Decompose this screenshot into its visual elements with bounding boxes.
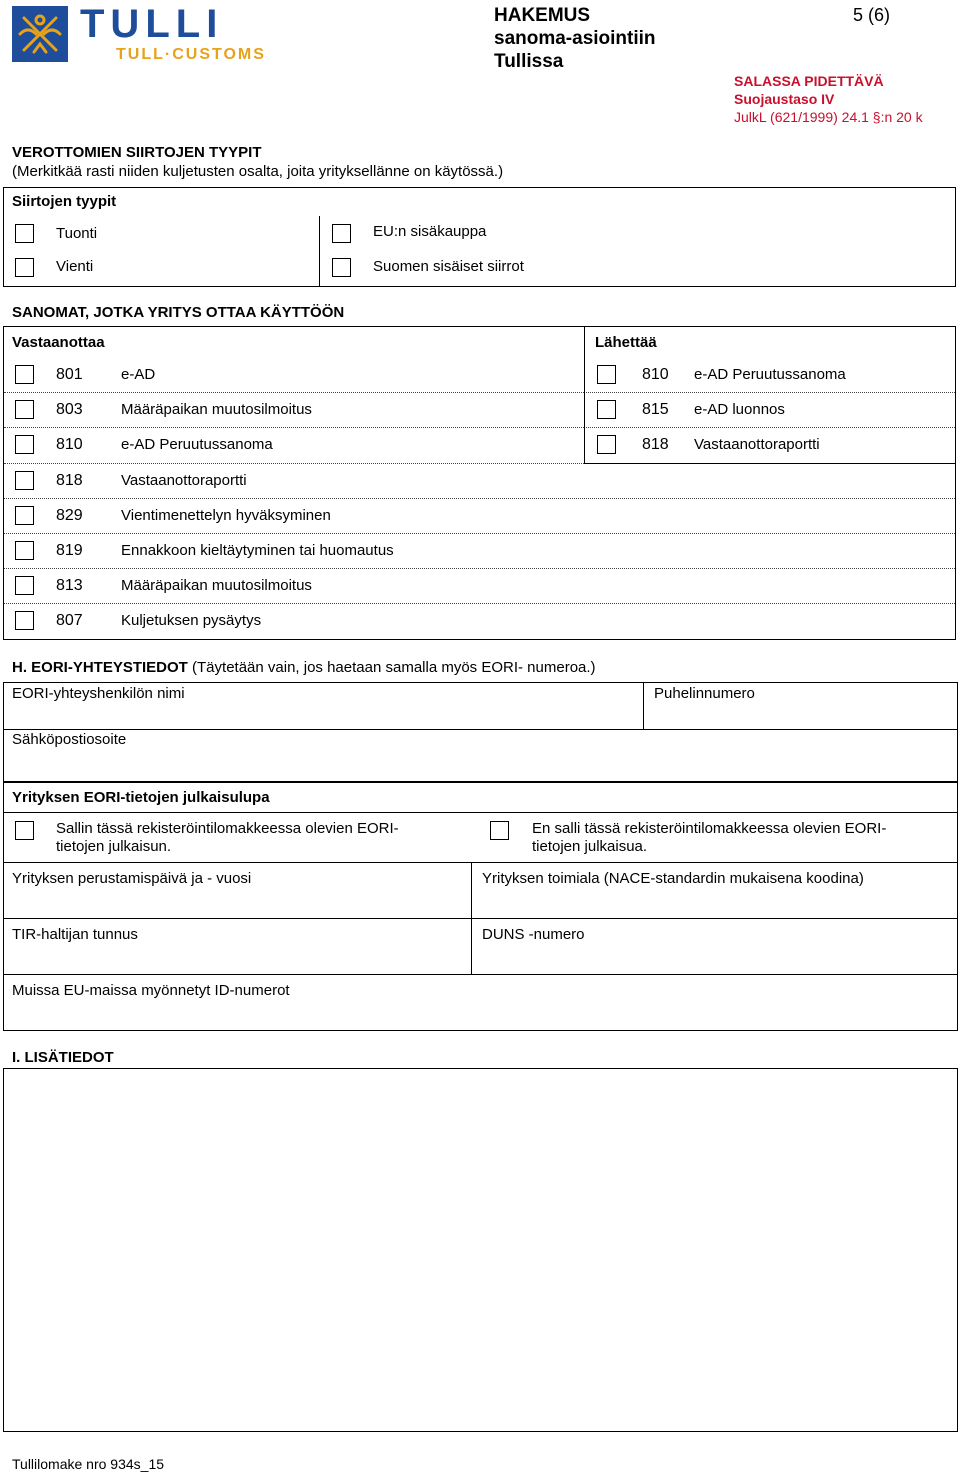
receive-message-name: e-AD Peruutussanoma xyxy=(121,436,273,454)
eori-heading-note: (Täytetään vain, jos haetaan samalla myös EORI- numeroa.) xyxy=(187,659,596,676)
checkbox-send-818[interactable] xyxy=(597,435,616,454)
transfers-note: (Merkitkää rasti niiden kuljetusten osalta, joita yrityksellänne on käytössä.) xyxy=(12,163,504,180)
classification-line-1: SALASSA PIDETTÄVÄ xyxy=(734,73,884,89)
option-label-vienti: Vienti xyxy=(56,258,94,275)
deny-publish-text xyxy=(532,820,886,856)
messages-heading: SANOMAT, JOTKA YRITYS OTTAA KÄYTTÖÖN xyxy=(12,304,345,321)
allow-publish-text xyxy=(56,820,399,856)
eori-contact-name-label: EORI-yhteyshenkilön nimi xyxy=(12,685,185,702)
checkbox-receive-818[interactable] xyxy=(15,471,34,490)
receive-message-code: 803 xyxy=(56,401,83,419)
send-message-name: e-AD luonnos xyxy=(694,401,785,419)
additional-info-field[interactable] xyxy=(3,1068,958,1432)
allow-publish-line-2: tietojen julkaisun. xyxy=(56,838,172,855)
checkbox-vienti[interactable] xyxy=(15,258,34,277)
receive-message-code: 813 xyxy=(56,577,83,595)
receive-message-code: 801 xyxy=(56,366,83,383)
receive-message-name: Määräpaikan muutosilmoitus xyxy=(121,401,312,419)
receive-message-code: 818 xyxy=(56,471,83,489)
checkbox-domestic-transfers[interactable] xyxy=(332,258,351,277)
row-separator xyxy=(4,603,955,604)
receive-message-code: 829 xyxy=(56,506,83,524)
row-separator xyxy=(4,463,584,464)
send-message-code: 818 xyxy=(642,436,669,454)
checkbox-tuonti[interactable] xyxy=(15,224,34,243)
page-number: 5 (6) xyxy=(853,5,891,25)
eori-heading-title: H. EORI-YHTEYSTIEDOT xyxy=(12,659,188,676)
checkbox-receive-807[interactable] xyxy=(15,611,34,630)
duns-label: DUNS -numero xyxy=(482,926,585,943)
founded-date-label: Yrityksen perustamispäivä ja - vuosi xyxy=(12,870,252,887)
checkbox-receive-801[interactable] xyxy=(15,365,34,384)
send-label: Lähettää xyxy=(595,334,657,351)
deny-publish-line-2: tietojen julkaisua. xyxy=(532,838,648,855)
allow-publish-line-1: Sallin tässä rekisteröintilomakkeessa olevien EORI- xyxy=(56,820,399,837)
document-title-line-3: Tullissa xyxy=(494,51,564,72)
send-message-name: Vastaanottoraportti xyxy=(694,436,820,454)
send-message-name: e-AD Peruutussanoma xyxy=(694,366,846,383)
checkbox-receive-819[interactable] xyxy=(15,541,34,560)
document-title-line-1: HAKEMUS xyxy=(494,5,591,26)
checkbox-receive-813[interactable] xyxy=(15,576,34,595)
receive-message-name: Kuljetuksen pysäytys xyxy=(121,612,262,630)
document-title xyxy=(494,4,656,73)
row-separator xyxy=(4,427,584,428)
classification-block xyxy=(734,72,923,126)
logo-brand-text: TULLI xyxy=(80,2,224,46)
eori-email-label: Sähköpostiosoite xyxy=(12,731,127,748)
tir-holder-label: TIR-haltijan tunnus xyxy=(12,926,138,943)
checkbox-receive-810[interactable] xyxy=(15,435,34,454)
other-eu-ids-label: Muissa EU-maissa myönnetyt ID-numerot xyxy=(12,982,290,999)
row-separator xyxy=(4,568,955,569)
receive-message-name: Vientimenettelyn hyväksyminen xyxy=(121,506,331,524)
deny-publish-line-1: En salli tässä rekisteröintilomakkeessa olevien EORI- xyxy=(532,820,887,837)
classification-line-2: Suojaustaso IV xyxy=(734,91,835,107)
eori-heading xyxy=(12,659,596,677)
send-message-code: 810 xyxy=(642,366,669,383)
industry-label: Yrityksen toimiala (NACE-standardin mukaisena koodina) xyxy=(482,870,864,887)
checkbox-send-815[interactable] xyxy=(597,400,616,419)
receive-message-name: Ennakkoon kieltäytyminen tai huomautus xyxy=(121,542,394,559)
checkbox-receive-803[interactable] xyxy=(15,400,34,419)
additional-info-heading: I. LISÄTIEDOT xyxy=(12,1049,114,1066)
transfers-label: Siirtojen tyypit xyxy=(12,193,117,210)
receive-message-code: 819 xyxy=(56,542,83,559)
row-separator xyxy=(586,427,955,428)
option-label-eu-internal: EU:n sisäkauppa xyxy=(373,223,487,240)
document-title-line-2: sanoma-asiointiin xyxy=(494,28,656,49)
row-separator xyxy=(4,392,584,393)
form-number: Tullilomake nro 934s_15 xyxy=(12,1456,165,1472)
customs-emblem-icon xyxy=(12,6,68,62)
customs-logo xyxy=(12,2,302,66)
checkbox-send-810[interactable] xyxy=(597,365,616,384)
classification-line-3: JulkL (621/1999) 24.1 §:n 20 k xyxy=(734,109,923,125)
receive-message-name: e-AD xyxy=(121,366,156,383)
row-separator xyxy=(4,498,955,499)
receive-label: Vastaanottaa xyxy=(12,334,105,351)
send-message-code: 815 xyxy=(642,401,669,419)
receive-message-code: 810 xyxy=(56,436,83,454)
option-label-domestic-transfers: Suomen sisäiset siirrot xyxy=(373,258,524,275)
checkbox-deny-publish[interactable] xyxy=(490,821,509,840)
checkbox-receive-829[interactable] xyxy=(15,506,34,525)
row-separator xyxy=(4,533,955,534)
receive-message-name: Vastaanottoraportti xyxy=(121,471,247,489)
receive-message-code: 807 xyxy=(56,612,83,630)
receive-message-name: Määräpaikan muutosilmoitus xyxy=(121,577,312,595)
row-separator xyxy=(586,392,955,393)
eori-publish-label: Yrityksen EORI-tietojen julkaisulupa xyxy=(12,789,270,806)
logo-sub-text: TULL·CUSTOMS xyxy=(116,46,266,63)
transfers-heading: VEROTTOMIEN SIIRTOJEN TYYPIT xyxy=(12,144,262,161)
eori-phone-label: Puhelinnumero xyxy=(654,685,755,702)
checkbox-allow-publish[interactable] xyxy=(15,821,34,840)
option-label-tuonti: Tuonti xyxy=(56,225,98,242)
checkbox-eu-internal[interactable] xyxy=(332,224,351,243)
